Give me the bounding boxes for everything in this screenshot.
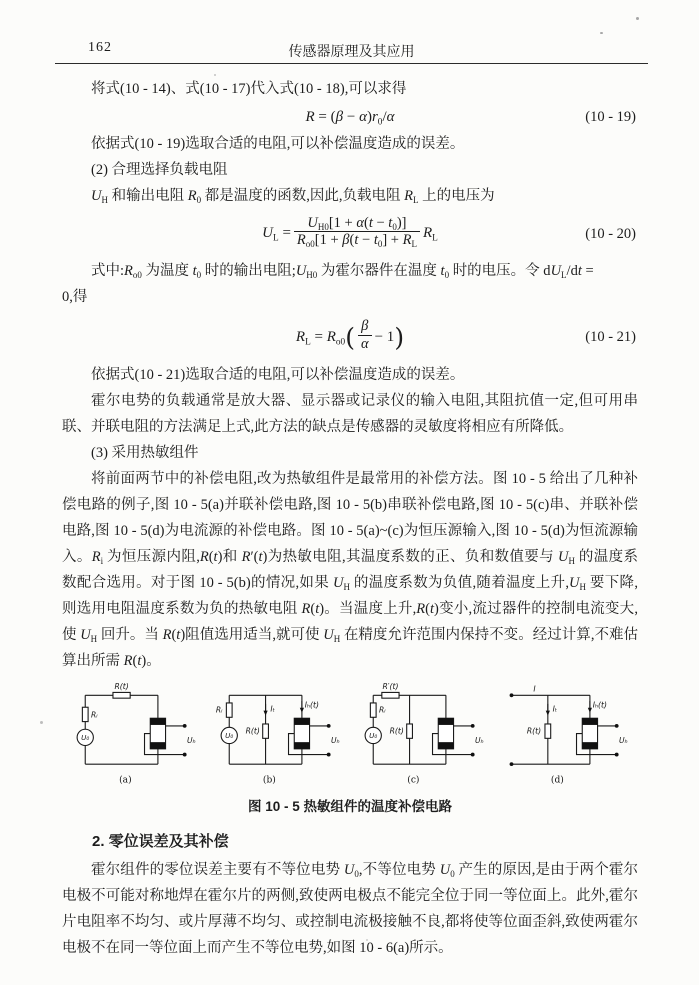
paragraph-after-eq21: 依据式(10 - 21)选取合适的电阻,可以补偿温度造成的误差。 [91, 367, 465, 384]
resistor-rt [113, 693, 130, 699]
hall-element [294, 719, 309, 750]
rt-label: R(t) [245, 726, 260, 736]
section-heading: 2. 零位误差及其补偿 [92, 833, 229, 851]
ri-label: Rᵢ [378, 705, 386, 715]
hall-electrode [294, 719, 309, 726]
subheading-choose-load: (2) 合理选择负载电阻 [91, 161, 228, 178]
paragraph-after-eq19: 依据式(10 - 19)选取合适的电阻,可以补偿温度造成的误差。 [91, 135, 465, 152]
paragraph-thermistor: 将前面两节中的补偿电阻,改为热敏组件是最常用的补偿方法。图 10 - 5 给出了几种补偿电路的例子,图 10 - 5(a)并联补偿电路,图 10 - 5(b)串联补偿电路,图 10 - 5(c)串、并联补偿电路,图 10 - 5(d)为电流源的补偿电路。图 10 - 5(a)~(c)为恒压源输入,图 10 - 5(d)为恒流源输入。$R_i$ 为恒压源内阻,R(t)和 R′(t)为热敏电阻,其温度系数的正、负和数值要与 $U_H$ 的温度系数配合选用。对于图 10 - 5(b)的情况,如果 $U_H$ 的温度系数为负值,随着温度上升$,U_H$ 要下降,则选用电阻温度系数为负的热敏电阻 R(t)。当温度上升,R(t)变小,流过器件的控制电流变大,使 $U_H$ 回升。当 R(t)阻值选用适当,就可使 $U_H$ 在精度允许范围内保持不变。经过计算,不难估算出所需 R(t)。 [62, 471, 639, 670]
paragraph-zero-de: 0,得 [62, 289, 88, 306]
book-title: 传感器原理及其应用 [288, 45, 415, 60]
iht-current-label: Iₕ(t) [304, 701, 320, 711]
terminal-dot [615, 753, 619, 757]
eq20-fraction [294, 215, 420, 249]
terminal-dot [471, 724, 475, 728]
uh-label: Uₕ [475, 736, 484, 746]
hall-electrode [438, 719, 453, 726]
eq20-lhs: $U_L$ = [262, 225, 291, 244]
uh-label: Uₕ [187, 736, 196, 746]
ri-label: Rᵢ [215, 705, 223, 715]
uh-label: Uₕ [619, 736, 628, 746]
eq20-numerator: $U_{H0}[1 + \alpha(t - t_0)]$ [307, 214, 407, 232]
paragraph-load-intro: $U_H$ 和输出电阻 $R_0$ 都是温度的函数,因此,负载电阻 $R_L$ 上的电压为 [91, 187, 495, 205]
subfigure-tag: (d) [550, 775, 564, 786]
eq20-denominator: $R_{o0}[1 + \beta(t - t_0] + R_L$ [294, 231, 420, 249]
terminal-dot [327, 724, 331, 728]
resistor-rt [407, 724, 413, 738]
voltage-source-label: U₀ [225, 731, 234, 741]
iht-current-label: Iₕ(t) [592, 701, 608, 711]
subfigure-tag: (b) [262, 775, 276, 786]
eq21-close-paren: ) [394, 322, 405, 352]
hall-electrode [582, 743, 597, 750]
equation-expression [262, 214, 438, 250]
current-arrow [263, 711, 267, 716]
equation-tag: (10 - 20) [585, 225, 636, 242]
rt-label: R(t) [526, 726, 542, 736]
input-current-label: I [533, 684, 536, 694]
equation-10-19 [62, 108, 638, 127]
eq21-fraction [358, 318, 372, 352]
hall-electrode [438, 743, 453, 750]
resistor-rt [545, 724, 551, 738]
eq21-open-paren: ( [345, 322, 355, 352]
equation-tag: (10 - 19) [585, 109, 636, 126]
it-current-label: Iₜ [552, 704, 558, 714]
input-terminal-dot [510, 694, 514, 698]
hall-element [582, 719, 597, 750]
terminal-dot [471, 753, 475, 757]
circuit-c [354, 680, 490, 789]
equation-expression: $R = (\beta - \alpha)r_0/\alpha$ [305, 109, 395, 128]
equation-10-20 [62, 214, 638, 251]
equation-10-21 [62, 320, 638, 354]
equation-expression [295, 318, 405, 352]
current-arrow [546, 711, 550, 716]
rt-label: R(t) [114, 682, 129, 692]
paragraph-zero-error: 霍尔组件的零位误差主要有不等位电势 $U_0$,不等位电势 $U_0$ 产生的原因,是由于两个霍尔电极不可能对称地焊在霍尔片的两侧,致使两电极点不能完全位于同一等位面上。此外,霍尔片电阻率不均匀、或片厚薄不均匀、或控制电流极接触不良,都将使等位面歪斜,致使两霍尔电极不在同一等位面上而产生不等位电势,如图 10 - 6(a)所示。 [62, 862, 639, 957]
terminal-dot [183, 753, 187, 757]
paragraph-load-note: 霍尔电势的负载通常是放大器、显示器或记录仪的输入电阻,其阻抗值一定,但可用串联、并联电阻的方法满足上式,此方法的缺点是传感器的灵敏度将相应有所降低。 [62, 393, 638, 436]
eq21-denominator: α [358, 335, 372, 353]
hall-electrode [294, 743, 309, 750]
subfigure-tag: (c) [407, 775, 420, 786]
resistor-ri [370, 703, 376, 717]
resistor-ri [82, 708, 88, 722]
hall-electrode [150, 743, 165, 750]
ri-label: Rᵢ [90, 710, 98, 720]
terminal-dot [615, 724, 619, 728]
subheading-thermistor: (3) 采用热敏组件 [91, 445, 199, 462]
uh-label: Uₕ [331, 736, 340, 746]
scan-speck [636, 17, 639, 20]
scan-speck [40, 721, 43, 724]
current-arrow [300, 708, 304, 713]
page-header [55, 38, 648, 64]
figure-caption: 图 10 - 5 热敏组件的温度补偿电路 [247, 799, 453, 815]
resistor-rpt [382, 693, 399, 699]
circuit-diagrams [62, 680, 638, 789]
scan-speck [600, 32, 603, 34]
circuit-a [66, 680, 202, 789]
subfigure-tag: (a) [119, 775, 132, 786]
hall-electrode [150, 719, 165, 726]
resistor-rt [263, 724, 269, 738]
eq20-rhs: $R_L$ [422, 225, 438, 244]
hall-element [438, 719, 453, 750]
figure-10-5 [62, 680, 638, 820]
hall-element [150, 719, 165, 750]
equation-tag: (10 - 21) [585, 329, 636, 346]
it-current-label: Iₜ [270, 704, 275, 714]
voltage-source-label: U₀ [81, 733, 90, 743]
eq21-after: − 1 [374, 328, 395, 345]
terminal-dot [183, 724, 187, 728]
eq21-numerator: β [361, 318, 369, 335]
paragraph-where: 式中$:R_{o0}$ 为温度 $t_0$ 时的输出电阻$;U_{H0}$ 为霍尔器件在温度 $t_0$ 时的电压。令 $dU_L/dt$ = [91, 263, 594, 281]
eq21-lhs: $R_L = R_{o0}$ [295, 328, 346, 347]
input-terminal-dot [510, 763, 514, 767]
circuit-b [210, 680, 346, 789]
voltage-source-label: U₀ [369, 731, 378, 741]
hall-electrode [582, 719, 597, 726]
body-text [62, 76, 638, 961]
circuit-d [498, 680, 634, 789]
rpt-label: R′(t) [382, 682, 399, 692]
wires [85, 696, 158, 765]
paragraph-intro: 将式(10 - 14)、式(10 - 17)代入式(10 - 18),可以求得 [91, 81, 407, 97]
resistor-ri [226, 703, 232, 717]
current-arrow [588, 708, 592, 713]
terminal-dot [327, 753, 331, 757]
page-number: 162 [88, 40, 112, 55]
rt-label: R(t) [389, 726, 404, 736]
